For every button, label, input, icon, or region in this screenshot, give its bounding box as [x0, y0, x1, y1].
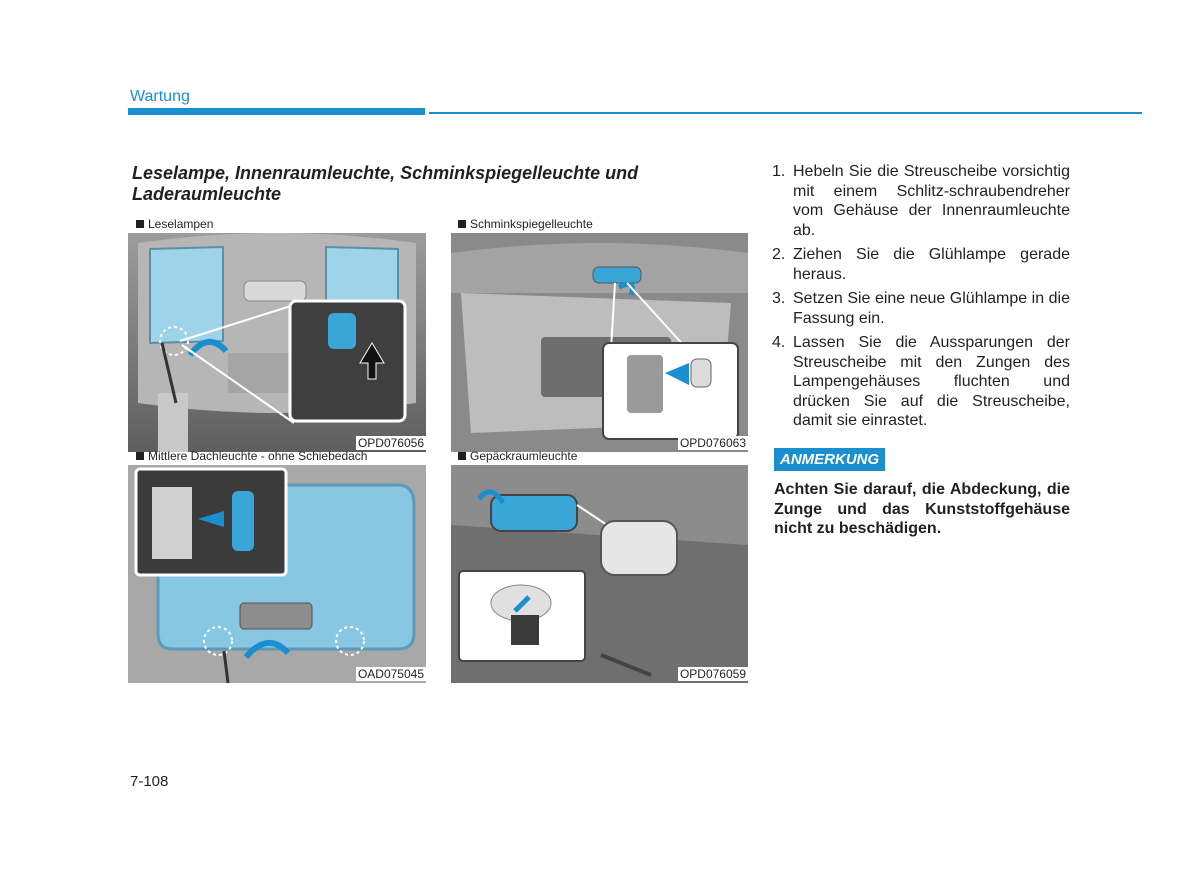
bullet-square-icon [136, 220, 144, 228]
figure-caption-text: Gepäckraumleuchte [470, 449, 578, 463]
step-text: Ziehen Sie die Glühlampe gerade heraus. [793, 246, 1070, 283]
step-text: Hebeln Sie die Streuscheibe vorsichtig mit einem Schlitz-schraubendreher vom Gehäuse der Innenraumleuchte ab. [793, 163, 1070, 239]
section-title: Wartung [130, 88, 190, 105]
note-text: Achten Sie darauf, die Abdeckung, die Zunge und das Kunststoffgehäuse nicht zu beschädigen. [774, 481, 1070, 537]
center-roof-lamp-illustration [128, 465, 426, 683]
note-label: ANMERKUNG [774, 448, 885, 471]
reading-lamps-illustration [128, 233, 426, 452]
step-number: 1. [772, 163, 786, 180]
step-item [772, 333, 1070, 431]
figure-code: OPD076056 [357, 436, 424, 450]
vanity-lamp-illustration [451, 233, 748, 452]
page-heading: Leselampe, Innenraumleuchte, Schminkspiegelleuchte und Laderaumleuchte [132, 163, 639, 204]
figure-luggage-lamp [451, 465, 748, 683]
step-text: Lassen Sie die Aussparungen der Streuscheibe mit den Zungen des Lampengehäuses fluchten und drücken Sie auf die Streuscheibe, damit sie einrastet. [793, 334, 1070, 429]
step-number: 2. [772, 246, 786, 263]
step-item [772, 289, 1070, 328]
figure-code: OPD076063 [679, 436, 746, 450]
bullet-square-icon [458, 220, 466, 228]
header-bar-thick [128, 108, 425, 115]
figure-code: OPD076059 [679, 667, 746, 681]
figure-center-roof-lamp [128, 465, 426, 683]
figure-vanity-lamp [451, 233, 748, 452]
figure-caption-reading-lamps [136, 217, 213, 231]
figure-caption-vanity-lamp [458, 217, 593, 231]
figure-code: OAD075045 [357, 667, 424, 681]
figure-caption-text: Mittlere Dachleuchte - ohne Schiebedach [148, 449, 368, 463]
step-number: 3. [772, 290, 786, 307]
step-item [772, 162, 1070, 240]
step-text: Setzen Sie eine neue Glühlampe in die Fassung ein. [793, 290, 1070, 327]
figure-caption-center-roof-lamp [136, 449, 367, 463]
header-bar-thin [429, 112, 1142, 114]
bullet-square-icon [458, 452, 466, 460]
luggage-lamp-illustration [451, 465, 748, 683]
figure-reading-lamps [128, 233, 426, 452]
figure-caption-text: Schminkspiegelleuchte [470, 217, 593, 231]
figure-caption-luggage-lamp [458, 449, 577, 463]
step-number: 4. [772, 334, 786, 351]
figure-caption-text: Leselampen [148, 217, 214, 231]
step-item [772, 245, 1070, 284]
instruction-steps [772, 162, 1070, 436]
bullet-square-icon [136, 452, 144, 460]
page-number: 7-108 [130, 773, 169, 790]
